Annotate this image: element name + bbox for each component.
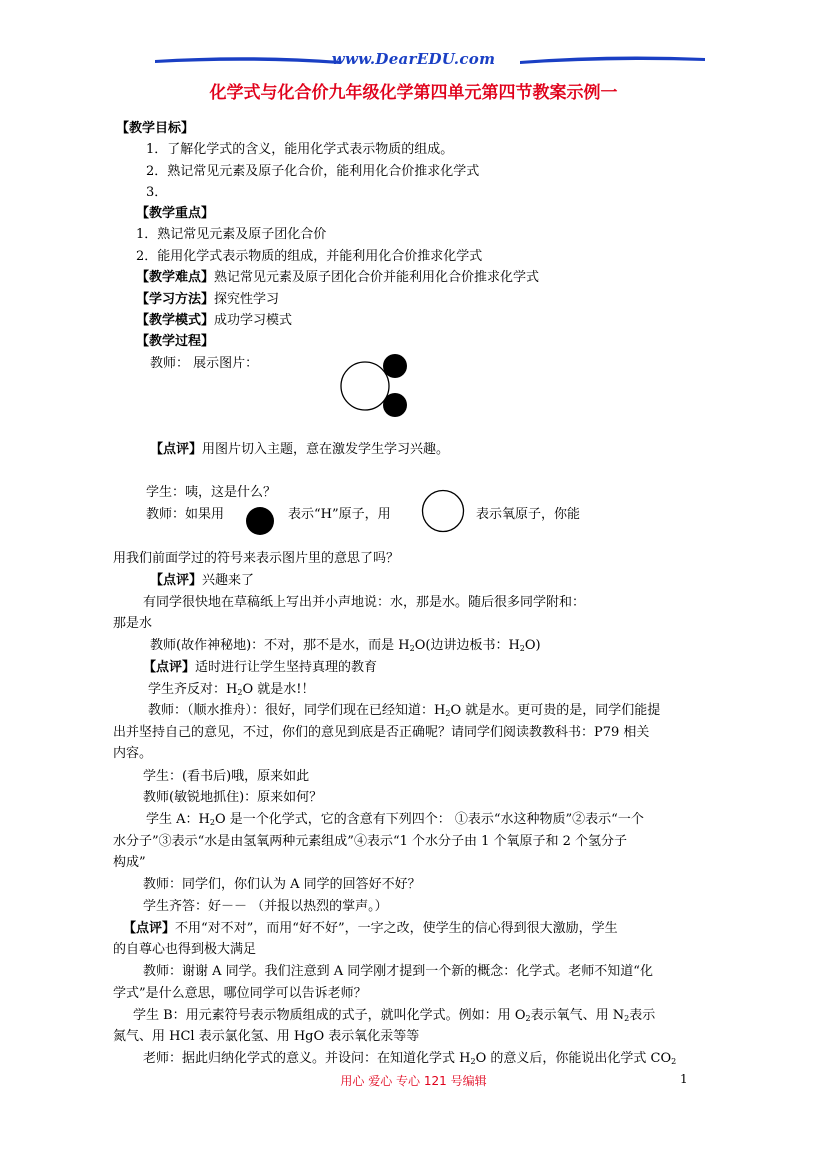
- text-line: 内容。: [113, 746, 153, 761]
- text-line: 老师：据此归纳化学式的意义。并设问：在知道化学式 $H_2O$ 的意义后，你能说出化学式 $CO_2$: [143, 1051, 677, 1066]
- header-url: www.DearEDU.com: [331, 50, 496, 68]
- text-line: 氮气、用 HCl 表示氯化氢、用 HgO 表示氧化汞等等: [113, 1029, 420, 1044]
- text-line: 教师(故作神秘地)：不对，那不是水，而是 $H_2O$(边讲边板书：$H_2O$): [150, 638, 541, 653]
- section-difficulty: 【教学难点】: [136, 270, 215, 285]
- text-line: 的自尊心也得到极大满足: [113, 942, 257, 957]
- comment-label: 【点评】: [143, 660, 196, 675]
- section-key-points: 【教学重点】: [136, 206, 215, 221]
- text-line: 出并坚持自己的意见，不过，你们的意见到底是否正确呢？请同学们阅读教教科书：P79 相关: [113, 725, 650, 740]
- comment-label: 【点评】: [123, 921, 176, 936]
- text-line: 1．了解化学式的含义，能用化学式表示物质的组成。: [146, 142, 454, 157]
- text-line: 【点评】兴趣来了: [150, 573, 255, 588]
- water-molecule-picture: [338, 350, 414, 420]
- text-line: 构成”: [113, 855, 146, 870]
- text-line: 学生：(看书后)哦，原来如此: [143, 769, 310, 784]
- comment-label: 【点评】: [150, 442, 203, 457]
- text-line: 学生：咦，这是什么？: [146, 485, 277, 500]
- text-line: 【点评】适时进行让学生坚持真理的教育: [143, 660, 378, 675]
- text-line: 教师：同学们，你们认为 A 同学的回答好不好？: [143, 877, 421, 892]
- footer-text: 用心 爱心 专心 121 号编辑: [340, 1074, 487, 1088]
- text-line: 学生 A：$H_2O$ 是一个化学式，它的含意有下列四个： ①表示“水这种物质”②表示“一个: [146, 812, 644, 827]
- text-line: 【点评】用图片切入主题，意在激发学生学习兴趣。: [150, 442, 450, 457]
- section-method: 【学习方法】: [136, 292, 215, 307]
- text-line: 教师：如果用: [146, 507, 225, 522]
- page-number: 1: [680, 1072, 688, 1086]
- oxygen-atom-icon: [421, 489, 465, 533]
- text-line: 教师： 展示图片：: [150, 356, 259, 371]
- text-line: 教师：谢谢 A 同学。我们注意到 A 同学刚才提到一个新的概念：化学式。老师不知道“化: [143, 964, 653, 979]
- text-line: 水分子”③表示“水是由氢氧两种元素组成”④表示“1 个水分子由 1 个氧原子和 2 个氢分子: [113, 834, 628, 849]
- text-line: 用我们前面学过的符号来表示图片里的意思了吗？: [113, 551, 400, 566]
- text-line: 表示“H”原子，用: [288, 507, 391, 522]
- text-line: 2．能用化学式表示物质的组成，并能利用化合价推求化学式: [136, 249, 483, 264]
- comment-label: 【点评】: [150, 573, 203, 588]
- section-process: 【教学过程】: [136, 334, 215, 349]
- text-line: 【教学模式】成功学习模式: [136, 313, 293, 328]
- text-line: 【学习方法】探究性学习: [136, 292, 280, 307]
- document-title: 化学式与化合价九年级化学第四单元第四节教案示例一: [209, 83, 618, 103]
- text-line: 学生齐反对：$H_2O$ 就是水!！: [148, 682, 315, 697]
- text-line: 表示氧原子，你能: [476, 507, 581, 522]
- text-line: 2．熟记常见元素及原子化合价，能利用化合价推求化学式: [146, 164, 480, 179]
- text-line: 3．: [146, 185, 168, 200]
- text-line: 教师：（顺水推舟）：很好，同学们现在已经知道：$H_2O$ 就是水。更可贵的是，同学们能提: [148, 703, 661, 718]
- text-line: 学式”是什么意思，哪位同学可以告诉老师？: [113, 986, 367, 1001]
- text-line: 学生 B：用元素符号表示物质组成的式子，就叫化学式。例如：用 $O_2$表示氧气、用 $N_2$表示: [133, 1008, 656, 1023]
- text-line: 有同学很快地在草稿纸上写出并小声地说：水，那是水。随后很多同学附和：: [143, 595, 586, 610]
- section-mode: 【教学模式】: [136, 313, 215, 328]
- text-line: 【教学难点】熟记常见元素及原子团化合价并能利用化合价推求化学式: [136, 270, 540, 285]
- text-line: 【点评】不用“对不对”，而用“好不好”，一字之改，使学生的信心得到很大激励，学生: [123, 921, 618, 936]
- text-line: 1．熟记常见元素及原子团化合价: [136, 227, 327, 242]
- text-line: 学生齐答：好－－ （并报以热烈的掌声。）: [143, 899, 388, 914]
- hydrogen-atom-icon: [245, 506, 275, 536]
- text-line: 教师(敏锐地抓住)：原来如何？: [143, 790, 323, 805]
- section-goals: 【教学目标】: [116, 121, 195, 136]
- text-line: 那是水: [113, 616, 153, 631]
